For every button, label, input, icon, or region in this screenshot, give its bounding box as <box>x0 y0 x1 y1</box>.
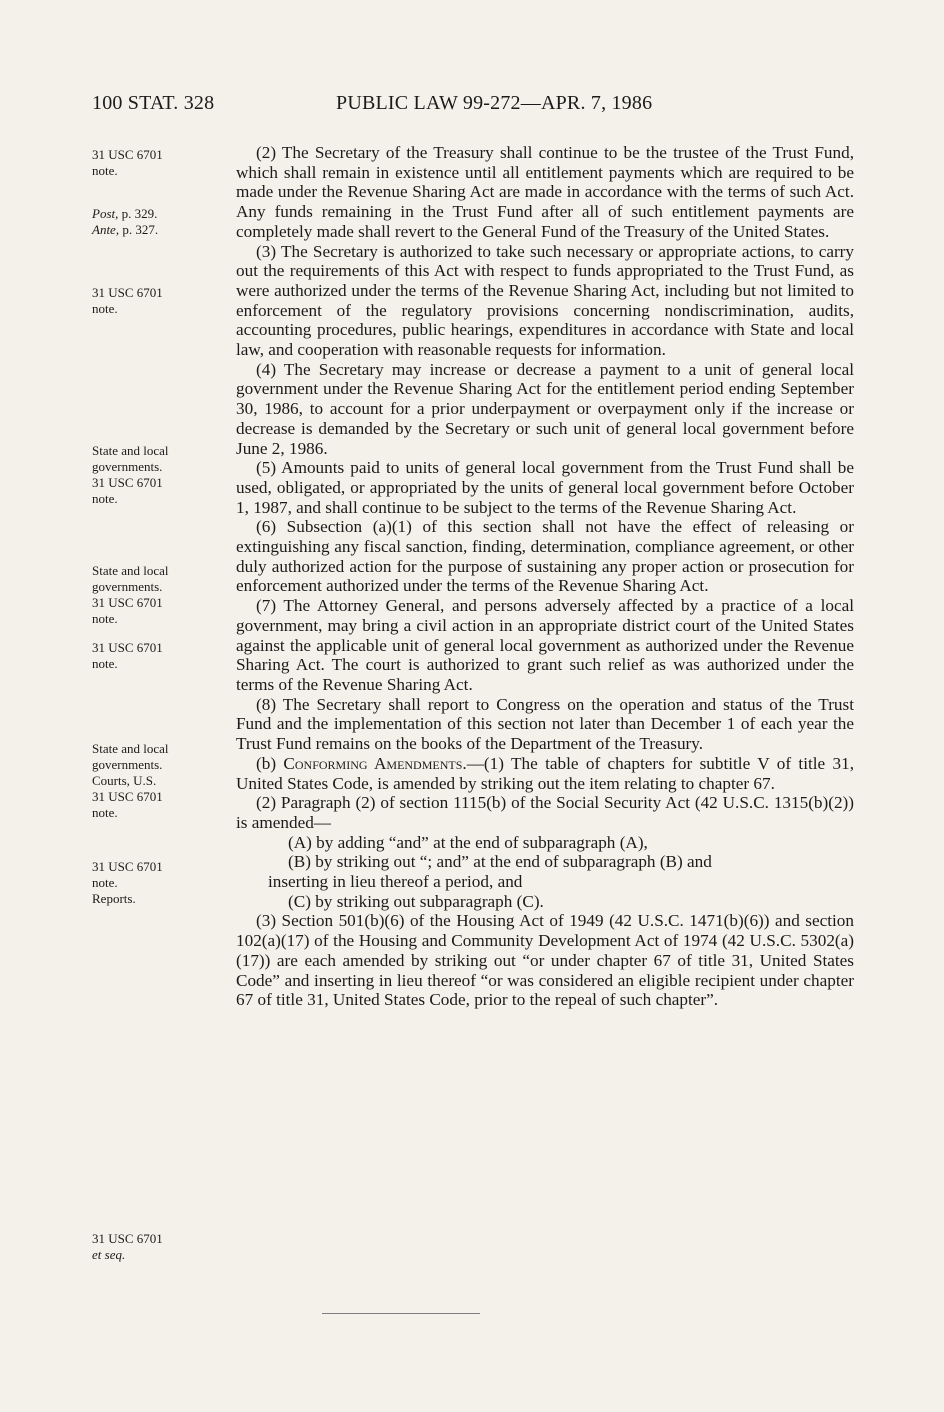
margin-note-line: Post, p. 329. <box>92 206 158 221</box>
subsection-b-heading: Conforming Amendments <box>283 753 463 773</box>
paragraph-8: (8) The Secretary shall report to Congress on the operation and status of the Trust Fund and the implementation of this section not later than December 1 of each year the Trust Fund remains on the books of the Department of the Treasury. <box>236 694 854 754</box>
margin-note-line: Ante, p. 327. <box>92 222 159 237</box>
paragraph-4: (4) The Secretary may increase or decrease a payment to a unit of general local government under the Revenue Sharing Act for the entitlement period ending September 30, 1986, to account for a prior underpayment or overpayment only if the increase or decrease is demanded by the Secretary or such unit of general local government before June 2, 1986. <box>236 359 854 458</box>
margin-note-line: Reports. <box>92 891 136 906</box>
margin-note-line: 31 USC 6701 <box>92 1231 163 1246</box>
margin-note-5 <box>92 563 222 627</box>
margin-note-line: 31 USC 6701 <box>92 475 163 490</box>
margin-note-line: governments. <box>92 757 163 772</box>
margin-note-line: note. <box>92 301 118 316</box>
margin-note-line: et seq. <box>92 1247 126 1262</box>
margin-note-2 <box>92 206 222 238</box>
document-body <box>236 143 854 1010</box>
subsection-b-2: (2) Paragraph (2) of section 1115(b) of the Social Security Act (42 U.S.C. 1315(b)(2)) is amended— <box>236 793 854 832</box>
margin-note-3 <box>92 285 222 317</box>
margin-note-line: State and local <box>92 443 169 458</box>
margin-note-line: note. <box>92 491 118 506</box>
page-header <box>92 92 852 122</box>
paragraph-3: (3) The Secretary is authorized to take such necessary or appropriate actions, to carry out the requirements of this Act with respect to funds appropriated to the Trust Fund, as were authorized under the terms of the Revenue Sharing Act, including but not limited to enforcement of the regulatory provisions concerning nondiscrimination, audits, accounting procedures, public hearings, expenditures in accordance with State and local law, and cooperation with reasonable requests for information. <box>236 241 854 360</box>
margin-note-9 <box>92 1231 222 1263</box>
margin-note-7 <box>92 741 222 821</box>
subsection-b-label: (b) <box>256 753 284 773</box>
paragraph-6: (6) Subsection (a)(1) of this section shall not have the effect of releasing or extinguishing any fiscal sanction, finding, determination, compliance agreement, or other duly authorized action for the purpose of sustaining any proper action or prosecution for enforcement authorized under the terms of the Revenue Sharing Act. <box>236 517 854 596</box>
margin-note-line: State and local <box>92 741 169 756</box>
subparagraph-b: (B) by striking out “; and” at the end of subparagraph (B) and <box>288 852 712 872</box>
paragraph-2: (2) The Secretary of the Treasury shall continue to be the trustee of the Trust Fund, which shall remain in existence until all entitlement payments which are required to be made under the Revenue Sharing Act are made in accordance with the terms of such Act. Any funds remaining in the Trust Fund after all of such entitlement payments are completely made shall revert to the General Fund of the Treasury of the United States. <box>236 143 854 241</box>
paragraph-7: (7) The Attorney General, and persons adversely affected by a practice of a local government, may bring a civil action in an appropriate district court of the United States against the applicable unit of general local government as authorized under the Revenue Sharing Act. The court is authorized to grant such relief as was authorized under the terms of the Revenue Sharing Act. <box>236 596 854 694</box>
footer-rule <box>322 1313 480 1314</box>
margin-note-4 <box>92 443 222 507</box>
subsection-b-3: (3) Section 501(b)(6) of the Housing Act of 1949 (42 U.S.C. 1471(b)(6)) and section 102(a)(17) of the Housing and Community Development Act of 1974 (42 U.S.C. 5302(a)(17)) are each amended by striking out “or under chapter 67 of title 31, United States Code” and inserting in lieu thereof “or was considered an eligible recipient under chapter 67 of title 31, United States Code, prior to the repeal of such chapter”. <box>236 911 854 1010</box>
margin-note-1 <box>92 147 222 179</box>
subsection-b <box>236 754 854 793</box>
margin-note-line: governments. <box>92 579 163 594</box>
ante-ref: Ante, <box>92 222 120 237</box>
subparagraph-c: (C) by striking out subparagraph (C). <box>288 891 544 911</box>
margin-note-8 <box>92 859 222 907</box>
subparagraph-b-continued: inserting in lieu thereof a period, and <box>268 872 523 892</box>
margin-note-line: Courts, U.S. <box>92 773 157 788</box>
margin-note-line: note. <box>92 163 118 178</box>
margin-note-line: note. <box>92 805 118 820</box>
post-ref: Post, <box>92 206 119 221</box>
margin-note-line: note. <box>92 656 118 671</box>
margin-note-line: note. <box>92 875 118 890</box>
margin-note-line: governments. <box>92 459 163 474</box>
margin-note-line: note. <box>92 611 118 626</box>
margin-note-6 <box>92 640 222 672</box>
margin-note-line: State and local <box>92 563 169 578</box>
subparagraph-a: (A) by adding “and” at the end of subparagraph (A), <box>288 832 648 852</box>
margin-note-line: 31 USC 6701 <box>92 640 163 655</box>
paragraph-5: (5) Amounts paid to units of general local government from the Trust Fund shall be used, obligated, or appropriated by the units of general local government before October 1, 1987, and shall continue to be subject to the terms of the Revenue Sharing Act. <box>236 458 854 517</box>
stat-reference: 100 STAT. 328 <box>92 92 215 114</box>
margin-note-line: 31 USC 6701 <box>92 789 163 804</box>
subsection-b-text: .—(1) The table of chapters for subtitle V of title 31, United States Code, is amended by striking out the item relating to chapter 67. <box>236 753 855 793</box>
margin-note-line: 31 USC 6701 <box>92 147 163 162</box>
law-title: PUBLIC LAW 99-272—APR. 7, 1986 <box>336 92 653 114</box>
margin-note-line: 31 USC 6701 <box>92 859 163 874</box>
margin-note-line: 31 USC 6701 <box>92 595 163 610</box>
margin-note-line: 31 USC 6701 <box>92 285 163 300</box>
